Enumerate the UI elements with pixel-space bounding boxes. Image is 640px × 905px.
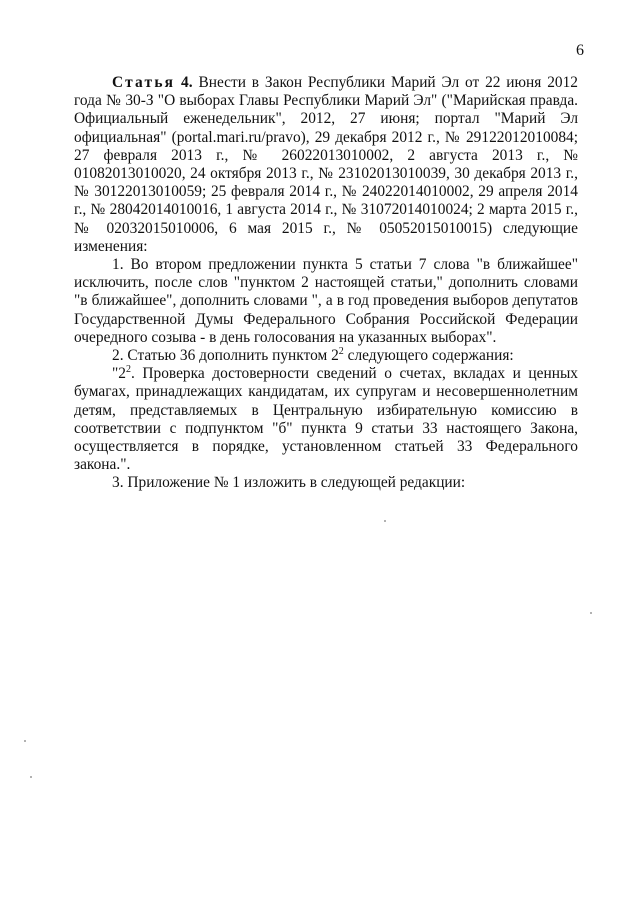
item-3-paragraph: 3. Приложение № 1 изложить в следующей редакции: [112,474,466,492]
article-intro-text: Внести в Закон Республики Марий Эл от 22 июня 2012 года № 30-З "О выборах Главы Республики Марий Эл" ("Марийская правда. Официальный еженедельник", 2012, 27 июня; портал "Марий Эл официальная" (portal.mari.ru/pravo), 29 декабря 2012 г., № 29122012010084; 27 февраля 2013 г., № 26022013010002, 2 августа 2013 г., № 01082013010020, 24 октября 2013 г., № 23102013010039, 30 декабря 2013 г., № 30122013010059; 25 февраля 2014 г., № 24022014010002, 29 апреля 2014 г., № 28042014010016, 1 августа 2014 г., № 31072014010024; 2 марта 2015 г., № 02032015010006, 6 мая 2015 г., № 05052015010015) следующие изменения: [74,74,578,255]
quoted-clause-paragraph [74,365,578,474]
article-paragraph [74,74,578,256]
quoted-clause-superscript: 2 [125,364,131,376]
item-2-paragraph [74,347,578,365]
item-2-text-end: следующего содержания: [343,347,514,365]
article-heading: Статья [112,74,176,91]
scan-speck [384,520,386,522]
scan-speck [590,612,592,614]
article-number: 4. [181,74,193,91]
item-2-text-start: 2. Статью 36 дополнить пунктом 2 [112,347,339,365]
scan-speck [24,740,26,742]
page-number: 6 [576,42,584,59]
quoted-clause-text: . Проверка достоверности сведений о счетах, вкладах и ценных бумагах, принадлежащих кандидатам, их супругам и несовершеннолетним детям, представляемых в Центральную избирательную комиссию в соответствии с подпунктом "б" пункта 9 статьи 33 настоящего Закона, осуществляется в порядке, установленном статьей 33 Федерального закона.". [74,365,578,474]
item-1-paragraph: 1. Во втором предложении пункта 5 статьи 7 слова "в ближайшее" исключить, после слов "пунктом 2 настоящей статьи," дополнить словами "в ближайшее", дополнить словами ", а в год проведения выборов депутатов Государственной Думы Федерального Собрания Российской Федерации очередного созыва - в день голосования на указанных выборах". [74,256,578,346]
quoted-clause-number: "2 [112,365,126,383]
scan-speck [30,776,32,778]
document-body [74,74,578,493]
item-2-superscript: 2 [338,345,344,357]
